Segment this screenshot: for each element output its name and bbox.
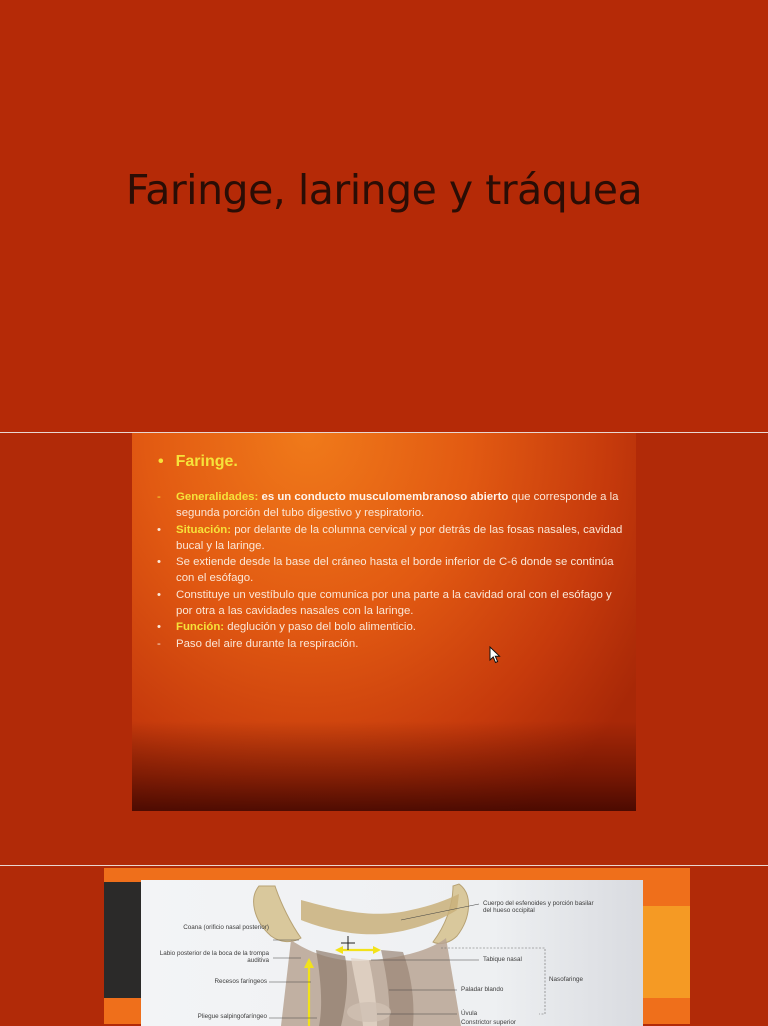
title-slide bbox=[0, 0, 768, 432]
label-nasofaringe: Nasofaringe bbox=[549, 976, 583, 983]
heading-bullet-icon: • bbox=[158, 453, 164, 470]
figure-slide bbox=[0, 866, 768, 1024]
item-bold-text: es un conducto musculomembranoso abierto bbox=[261, 491, 509, 503]
bullet-dot-icon: • bbox=[157, 556, 161, 569]
section-heading bbox=[158, 453, 238, 471]
faringe-content-card bbox=[132, 433, 636, 811]
label-recesos-faringeos: Recesos faríngeos bbox=[214, 978, 267, 985]
label-labio-posterior: Labio posterior de la boca de la trompa auditiva bbox=[159, 950, 269, 965]
label-coana: Coana (orificio nasal posterior) bbox=[183, 924, 269, 931]
bullet-dot-icon: • bbox=[157, 523, 161, 536]
bullet-dash-icon: - bbox=[157, 637, 161, 650]
item-label: Generalidades: bbox=[176, 491, 259, 503]
slide-title: Faringe, laringe y tráquea bbox=[125, 166, 643, 214]
item-text: Paso del aire durante la respiración. bbox=[176, 637, 359, 650]
item-label: Situación: bbox=[176, 523, 232, 536]
list-item-extension bbox=[156, 554, 626, 587]
list-item-generalidades bbox=[156, 489, 626, 522]
pharynx-anatomy-figure bbox=[141, 880, 643, 1026]
bullet-dash-icon: - bbox=[157, 491, 161, 503]
item-text: que corresponde a la segunda porción del tubo digestivo y respiratorio. bbox=[176, 491, 619, 520]
mouse-cursor-icon bbox=[489, 646, 501, 664]
figure-slide-frame bbox=[104, 868, 690, 1024]
label-uvula: Úvula bbox=[461, 1010, 478, 1017]
crosshair-cursor-icon bbox=[341, 936, 355, 950]
item-text: Constituye un vestíbulo que comunica por una parte a la cavidad oral con el esófago y por otra a las cavidades nasales con la laringe. bbox=[176, 588, 612, 618]
label-paladar-blando: Paladar blando bbox=[461, 986, 504, 993]
list-item-vestibulo bbox=[156, 587, 626, 620]
list-item-respiracion bbox=[156, 636, 626, 652]
label-constrictor-superior: Constrictor superior bbox=[461, 1019, 516, 1026]
list-item-situacion bbox=[156, 522, 626, 555]
item-label: Función: bbox=[176, 621, 225, 634]
decorative-band-right bbox=[642, 906, 690, 998]
item-text: por delante de la columna cervical y por detrás de las fosas nasales, cavidad bucal y la laringe. bbox=[176, 523, 623, 552]
label-pliegue-salpingofaringeo: Pliegue salpingofaríngeo bbox=[197, 1013, 267, 1020]
bullet-list bbox=[156, 489, 626, 652]
item-text: deglución y paso del bolo alimenticio. bbox=[224, 621, 416, 634]
heading-text: Faringe. bbox=[175, 453, 238, 470]
list-item-funcion bbox=[156, 619, 626, 635]
item-text: Se extiende desde la base del cráneo hasta el borde inferior de C-6 donde se continúa con el esófago. bbox=[176, 556, 614, 585]
label-cuerpo-esfenoides: Cuerpo del esfenoides y porción basilar del hueso occipital bbox=[483, 900, 594, 915]
decorative-band-left bbox=[104, 882, 144, 998]
bullet-dot-icon: • bbox=[157, 588, 161, 601]
content-slide bbox=[0, 433, 768, 865]
label-tabique-nasal: Tabique nasal bbox=[483, 956, 522, 963]
bullet-dot-icon: • bbox=[157, 621, 161, 634]
